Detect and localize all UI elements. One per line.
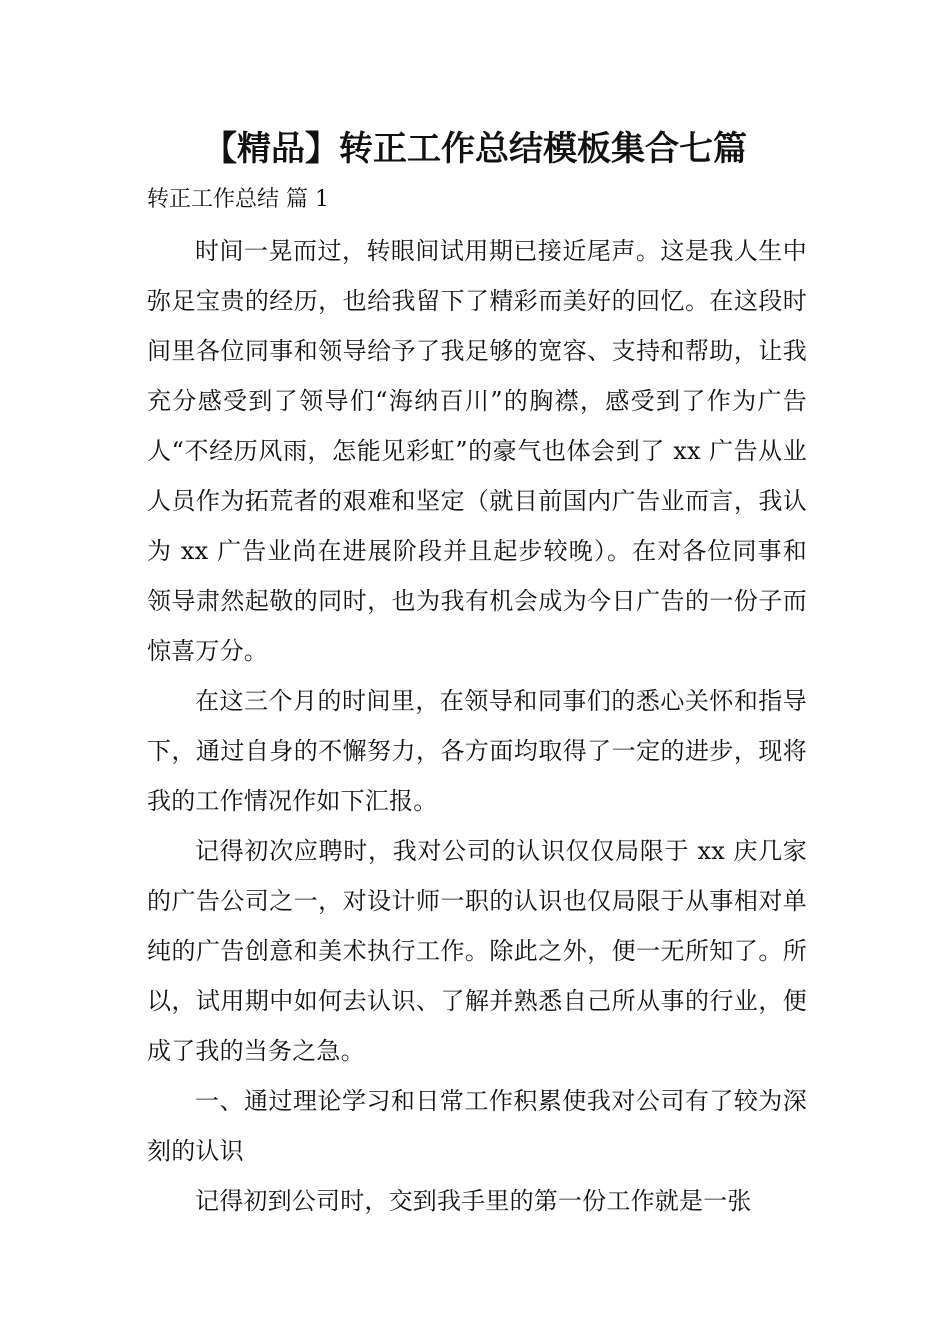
section-heading: 转正工作总结 篇 1: [147, 187, 329, 212]
paragraph-intro: 时间一晃而过，转眼间试用期已接近尾声。这是我人生中弥足宝贵的经历，也给我留下了精彩而美好的回忆。在这段时间里各位同事和领导给予了我足够的宽容、支持和帮助，让我充分感受到了领导们“海纳百川”的胸襟，感受到了作为广告人“不经历风雨，怎能见彩虹”的豪气也体会到了 xx 广告从业人员作为拓荒者的艰难和坚定（就目前国内广告业而言，我认为 xx 广告业尚在进展阶段并且起步较晚）。在对各位同事和领导肃然起敬的同时，也为我有机会成为今日广告的一份子而惊喜万分。: [147, 237, 807, 665]
paragraph-first-task: 记得初到公司时，交到我手里的第一份工作就是一张: [195, 1187, 752, 1215]
document-body: [147, 226, 807, 1226]
paragraph-first-impression: 记得初次应聘时，我对公司的认识仅仅局限于 xx 庆几家的广告公司之一，对设计师一职的认识也仅局限于从事相对单纯的广告创意和美术执行工作。除此之外，便一无所知了。所以，试用期中如何去认识、了解并熟悉自己所从事的行业，便成了我的当务之急。: [147, 837, 807, 1065]
paragraph-section-one-heading: 一、通过理论学习和日常工作积累使我对公司有了较为深刻的认识: [147, 1087, 807, 1165]
document-title: 【精品】转正工作总结模板集合七篇: [203, 129, 747, 169]
paragraph-progress: 在这三个月的时间里，在领导和同事们的悉心关怀和指导下，通过自身的不懈努力，各方面均取得了一定的进步，现将我的工作情况作如下汇报。: [147, 687, 807, 815]
